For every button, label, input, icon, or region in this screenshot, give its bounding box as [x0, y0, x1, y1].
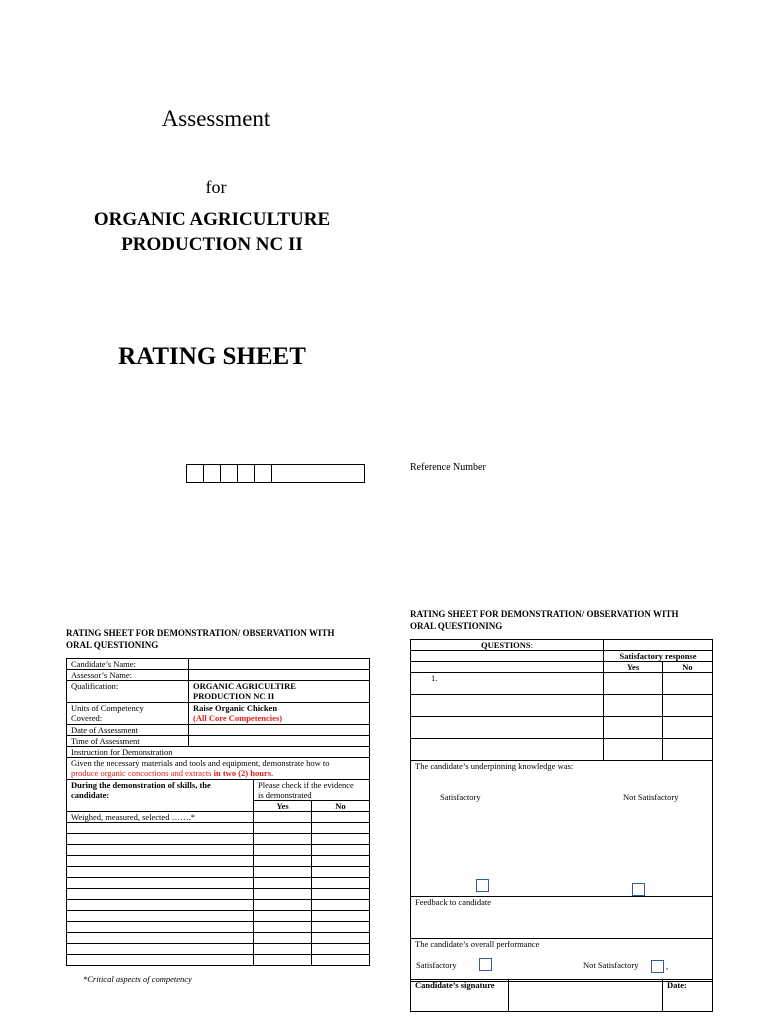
questions-header-colon: :	[530, 640, 533, 650]
overall-performance-label: The candidate’s overall performance	[415, 939, 540, 949]
question-yes-cell[interactable]	[604, 739, 663, 761]
qualification-title-line1: ORGANIC AGRICULTURE	[93, 209, 331, 230]
instruction-text-line2	[71, 768, 365, 778]
assessment-heading: Assessment	[161, 106, 271, 131]
candidate-name-field[interactable]	[189, 659, 370, 670]
units-value-sub: (All Core Competencies)	[193, 713, 283, 723]
qualification-value	[189, 681, 370, 703]
reference-number-boxes	[186, 464, 365, 483]
right-sheet-title-line2: ORAL QUESTIONING	[410, 621, 503, 631]
feedback-section[interactable]	[411, 897, 713, 939]
criteria-no-cell[interactable]	[312, 845, 370, 856]
instruction-text	[67, 758, 370, 780]
criteria-yes-cell[interactable]	[254, 889, 312, 900]
question-blank[interactable]	[411, 717, 604, 739]
reference-number-label: Reference Number	[410, 462, 486, 473]
question-blank[interactable]	[411, 695, 604, 717]
criteria-item-blank[interactable]	[67, 834, 254, 845]
yes-column-header: Yes	[604, 662, 663, 673]
critical-aspects-footnote: *Critical aspects of competency	[83, 974, 192, 984]
units-label-line2: Covered:	[71, 713, 103, 723]
reference-digit-box[interactable]	[187, 465, 204, 482]
criteria-no-cell[interactable]	[312, 834, 370, 845]
evidence-check-label	[254, 780, 370, 801]
reference-digit-box[interactable]	[238, 465, 255, 482]
qualification-value-line1: ORGANIC AGRICULTIRE	[193, 681, 296, 691]
criteria-item-blank[interactable]	[67, 955, 254, 966]
signature-table	[410, 979, 713, 1012]
criteria-item-blank[interactable]	[67, 900, 254, 911]
candidate-signature-label: Candidate’s signature	[411, 980, 509, 1012]
criteria-yes-cell[interactable]	[254, 878, 312, 889]
criteria-yes-cell[interactable]	[254, 911, 312, 922]
instruction-label: Instruction for Demonstration	[67, 747, 370, 758]
reference-digit-box[interactable]	[221, 465, 238, 482]
questions-header	[411, 640, 604, 651]
first-criteria-item: Weighed, measured, selected …….*	[67, 812, 254, 823]
criteria-item-blank[interactable]	[67, 823, 254, 834]
underpinning-knowledge-label: The candidate’s underpinning knowledge was:	[415, 761, 574, 771]
units-label-line1: Units of Competency	[71, 703, 144, 713]
candidate-name-label: Candidate’s Name:	[67, 659, 189, 670]
evidence-check-line1: Please check if the evidence	[258, 780, 354, 790]
units-value-main: Raise Organic Chicken	[193, 703, 278, 713]
criteria-no-cell[interactable]	[312, 911, 370, 922]
during-demonstration-label	[67, 780, 254, 812]
instruction-duration: in two (2) hours	[213, 768, 272, 778]
overall-performance-section	[411, 939, 713, 982]
question-blank[interactable]	[411, 739, 604, 761]
knowledge-not-satisfactory-label: Not Satisfactory	[623, 792, 679, 802]
no-column-header: No	[663, 662, 713, 673]
criteria-item-blank[interactable]	[67, 889, 254, 900]
knowledge-satisfactory-label: Satisfactory	[440, 792, 481, 802]
question-no-cell[interactable]	[663, 739, 713, 761]
left-sheet-title-line1: RATING SHEET FOR DEMONSTRATION/ OBSERVATION WITH	[66, 628, 335, 638]
criteria-yes-cell[interactable]	[254, 812, 312, 823]
questions-header-blank	[604, 640, 713, 651]
instruction-text-end: .	[271, 768, 274, 778]
left-sheet-title	[66, 627, 335, 651]
criteria-item-blank[interactable]	[67, 911, 254, 922]
instruction-text-line1: Given the necessary materials and tools and equipment, demonstrate how to	[71, 758, 330, 768]
criteria-no-cell[interactable]	[312, 944, 370, 955]
criteria-item-blank[interactable]	[67, 944, 254, 955]
for-text: for	[205, 177, 227, 197]
criteria-yes-cell[interactable]	[254, 944, 312, 955]
overall-not-satisfactory-label: Not Satisfactory	[583, 960, 639, 970]
rating-sheet-heading: RATING SHEET	[118, 343, 306, 370]
criteria-no-cell[interactable]	[312, 812, 370, 823]
overall-satisfactory-checkbox[interactable]	[479, 958, 492, 971]
criteria-no-cell[interactable]	[312, 823, 370, 834]
units-label	[67, 703, 189, 725]
criteria-item-blank[interactable]	[67, 922, 254, 933]
criteria-no-cell[interactable]	[312, 955, 370, 966]
criteria-yes-cell[interactable]	[254, 845, 312, 856]
date-of-assessment-field[interactable]	[189, 725, 370, 736]
right-sheet-title-line1: RATING SHEET FOR DEMONSTRATION/ OBSERVATION WITH	[410, 609, 679, 619]
criteria-no-cell[interactable]	[312, 933, 370, 944]
criteria-no-cell[interactable]	[312, 867, 370, 878]
criteria-yes-cell[interactable]	[254, 922, 312, 933]
instruction-text-red: produce organic concoctions and extracts	[71, 768, 214, 778]
underpinning-knowledge-section	[411, 761, 713, 897]
criteria-no-cell[interactable]	[312, 922, 370, 933]
criteria-item-blank[interactable]	[67, 933, 254, 944]
evidence-check-line2: is demonstrated	[258, 790, 312, 800]
questions-subheader-blank	[411, 662, 604, 673]
criteria-yes-cell[interactable]	[254, 834, 312, 845]
overall-not-satisfactory-checkbox[interactable]	[651, 960, 664, 973]
overall-comma: ,	[666, 961, 669, 971]
signature-date-label[interactable]: Date:	[663, 980, 713, 1012]
question-yes-cell[interactable]	[604, 673, 663, 695]
demonstration-table	[66, 658, 370, 966]
criteria-no-cell[interactable]	[312, 900, 370, 911]
reference-digit-box[interactable]	[204, 465, 221, 482]
units-value	[189, 703, 370, 725]
right-sheet-title	[410, 608, 679, 632]
assessor-name-label: Assessor’s Name:	[67, 670, 189, 681]
question-yes-cell[interactable]	[604, 695, 663, 717]
criteria-yes-cell[interactable]	[254, 867, 312, 878]
during-demonstration-line2: candidate:	[71, 790, 110, 800]
question-1: 1.	[411, 673, 604, 695]
question-no-cell[interactable]	[663, 717, 713, 739]
criteria-yes-cell[interactable]	[254, 955, 312, 966]
knowledge-satisfactory-checkbox[interactable]	[476, 879, 489, 892]
criteria-item-blank[interactable]	[67, 867, 254, 878]
date-of-assessment-label: Date of Assessment	[67, 725, 189, 736]
questions-subheader-blank	[411, 651, 604, 662]
criteria-no-cell[interactable]	[312, 878, 370, 889]
during-demonstration-line1: During the demonstration of skills, the	[71, 780, 211, 790]
satisfactory-response-header: Satisfactory response	[604, 651, 713, 662]
criteria-item-blank[interactable]	[67, 878, 254, 889]
criteria-yes-cell[interactable]	[254, 823, 312, 834]
criteria-yes-cell[interactable]	[254, 900, 312, 911]
no-column-header: No	[312, 801, 370, 812]
overall-satisfactory-label: Satisfactory	[416, 960, 457, 970]
question-no-cell[interactable]	[663, 695, 713, 717]
qualification-title	[60, 207, 364, 257]
question-no-cell[interactable]	[663, 673, 713, 695]
criteria-yes-cell[interactable]	[254, 856, 312, 867]
criteria-yes-cell[interactable]	[254, 933, 312, 944]
left-sheet-title-line2: ORAL QUESTIONING	[66, 640, 159, 650]
knowledge-not-satisfactory-checkbox[interactable]	[632, 883, 645, 896]
feedback-label: Feedback to candidate	[415, 897, 491, 907]
time-of-assessment-field[interactable]	[189, 736, 370, 747]
question-yes-cell[interactable]	[604, 717, 663, 739]
assessor-name-field[interactable]	[189, 670, 370, 681]
reference-digit-box[interactable]	[255, 465, 272, 482]
questions-table	[410, 639, 713, 982]
qualification-title-line2: PRODUCTION NC II	[121, 234, 303, 255]
questions-header-text: QUESTIONS	[481, 640, 531, 650]
yes-column-header: Yes	[254, 801, 312, 812]
criteria-no-cell[interactable]	[312, 856, 370, 867]
time-of-assessment-label: Time of Assessment	[67, 736, 189, 747]
criteria-item-blank[interactable]	[67, 845, 254, 856]
qualification-label: Qualification:	[67, 681, 189, 703]
qualification-value-line2: PRODUCTION NC II	[193, 691, 275, 701]
criteria-item-blank[interactable]	[67, 856, 254, 867]
reference-number-field[interactable]	[272, 465, 364, 482]
candidate-signature-field[interactable]	[509, 980, 663, 1012]
criteria-no-cell[interactable]	[312, 889, 370, 900]
